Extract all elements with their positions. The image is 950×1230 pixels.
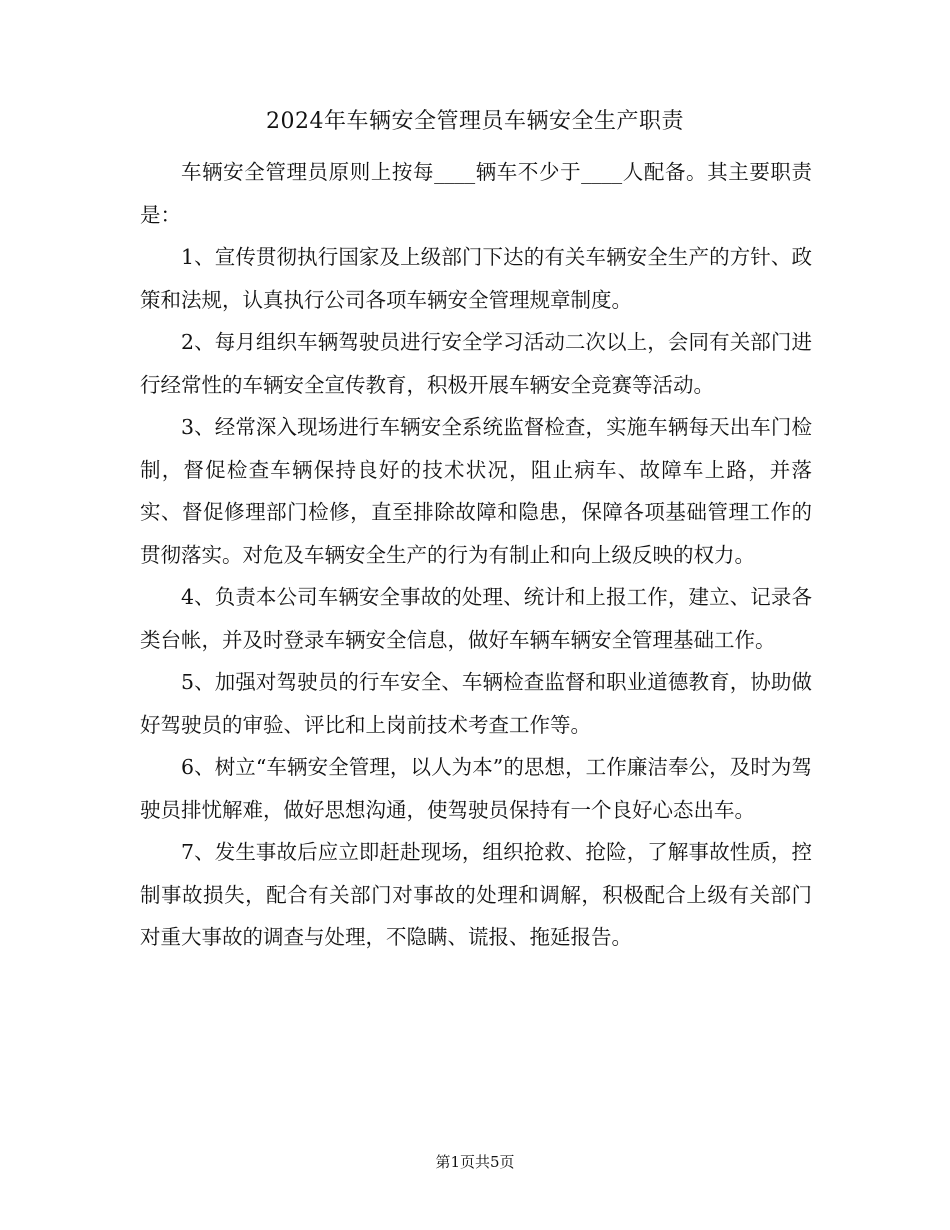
- paragraph-duty-4: 4、负责本公司车辆安全事故的处理、统计和上报工作，建立、记录各类台帐，并及时登录车辆安全信息，做好车辆车辆安全管理基础工作。: [140, 585, 812, 652]
- paragraph-duty-2: 2、每月组织车辆驾驶员进行安全学习活动二次以上，会同有关部门进行经常性的车辆安全宣传教育，积极开展车辆安全竞赛等活动。: [140, 330, 812, 397]
- page-number-footer: 第1页共5页: [435, 1153, 515, 1171]
- paragraph-duty-1: 1、宣传贯彻执行国家及上级部门下达的有关车辆安全生产的方针、政策和法规，认真执行公司各项车辆安全管理规章制度。: [140, 245, 812, 312]
- paragraph-intro: 车辆安全管理员原则上按每____辆车不少于____人配备。其主要职责是：: [140, 160, 812, 227]
- paragraph-duty-5: 5、加强对驾驶员的行车安全、车辆检查监督和职业道德教育，协助做好驾驶员的审验、评比和上岗前技术考查工作等。: [140, 670, 812, 737]
- document-title: 2024年车辆安全管理员车辆安全生产职责: [266, 109, 684, 134]
- paragraph-duty-3: 3、经常深入现场进行车辆安全系统监督检查，实施车辆每天出车门检制，督促检查车辆保持良好的技术状况，阻止病车、故障车上路，并落实、督促修理部门检修，直至排除故障和隐患，保障各项基础管理工作的贯彻落实。对危及车辆安全生产的行为有制止和向上级反映的权力。: [140, 415, 812, 567]
- document-body: [140, 151, 812, 959]
- paragraph-duty-6: 6、树立“车辆安全管理，以人为本”的思想，工作廉洁奉公，及时为驾驶员排忧解难，做好思想沟通，使驾驶员保持有一个良好心态出车。: [140, 755, 812, 822]
- paragraph-duty-7: 7、发生事故后应立即赶赴现场，组织抢救、抢险，了解事故性质，控制事故损失，配合有关部门对事故的处理和调解，积极配合上级有关部门对重大事故的调查与处理，不隐瞒、谎报、拖延报告。: [140, 840, 812, 949]
